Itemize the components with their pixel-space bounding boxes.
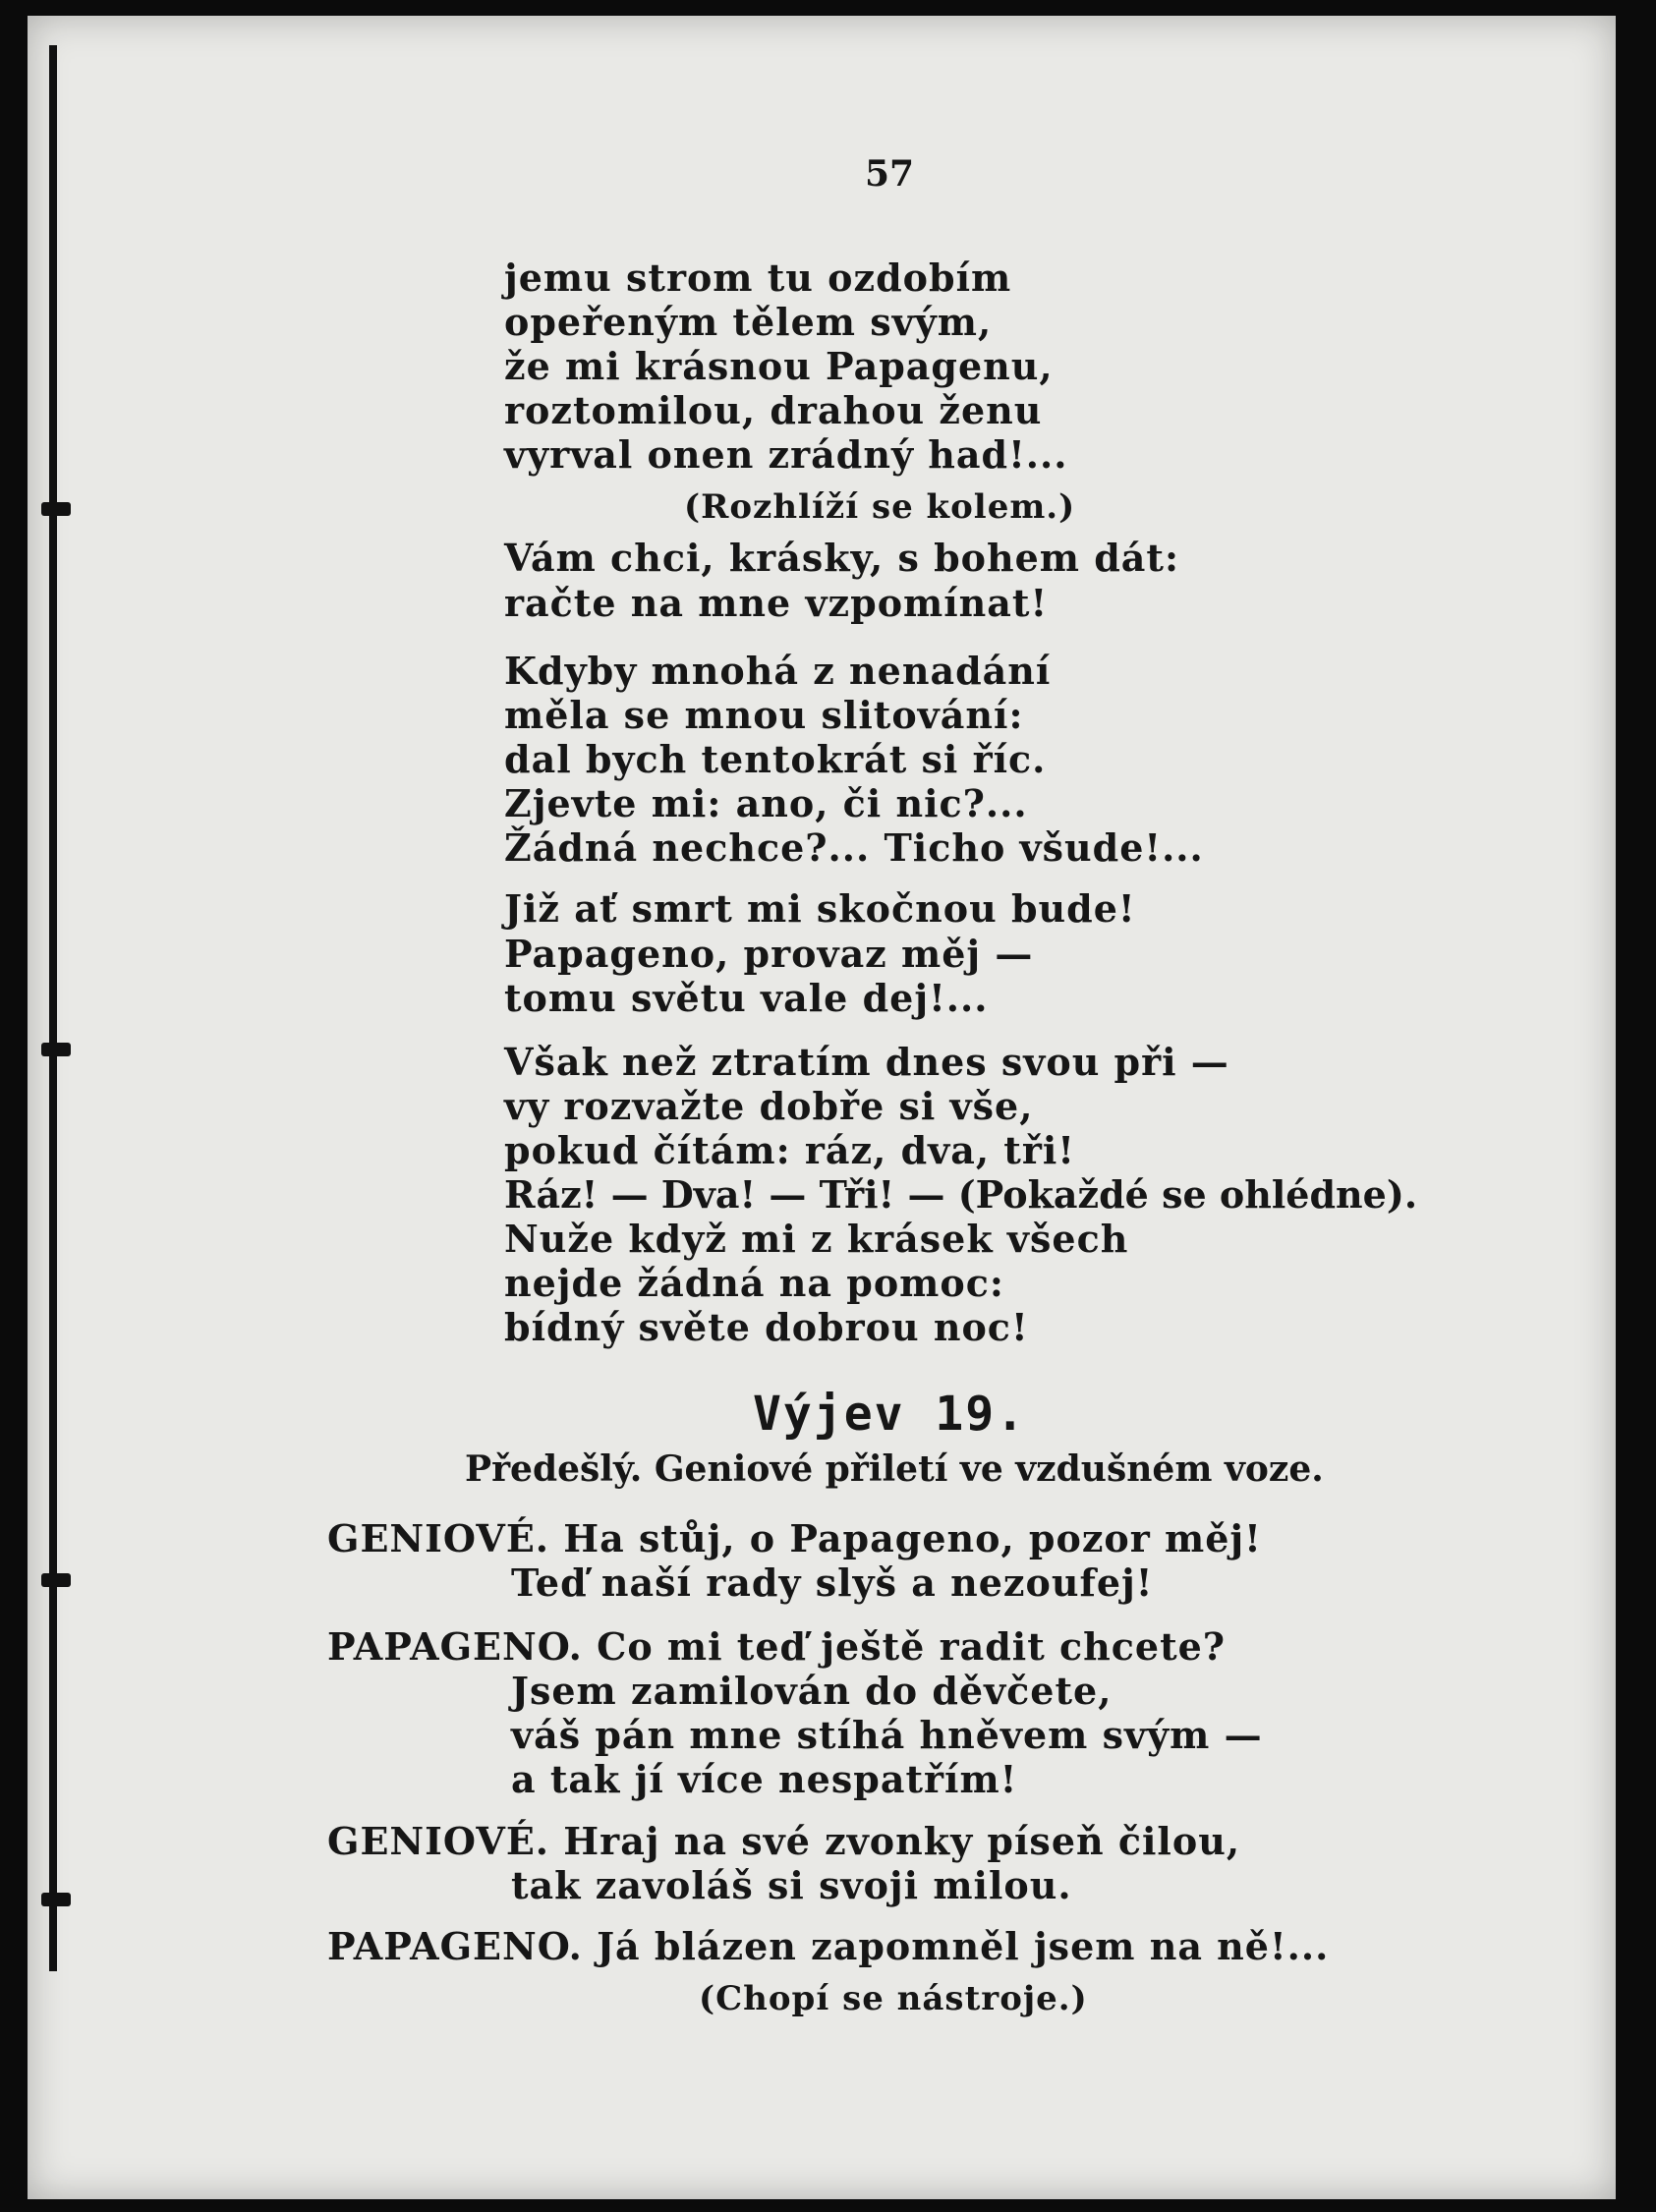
verse-line: měla se mnou slitování:	[504, 693, 1024, 737]
scene-description: Předešlý. Geniové přiletí ve vzdušném voze.	[465, 1448, 1324, 1490]
binding-mark	[41, 502, 71, 516]
verse-line: tomu světu vale dej!...	[504, 976, 989, 1020]
verse-line: Ráz! — Dva! — Tři! — (Pokaždé se ohlédne).	[504, 1172, 1418, 1217]
stage-direction: (Rozhlíží se kolem.)	[684, 487, 1076, 527]
verse-line: vy rozvažte dobře si vše,	[504, 1084, 1034, 1128]
dialogue-line: PAPAGENO. Co mi teď ještě radit chcete?	[327, 1624, 1227, 1669]
verse-line: Žádná nechce?... Ticho všude!...	[504, 825, 1204, 870]
dialogue-line: Jsem zamilován do děvčete,	[511, 1669, 1113, 1713]
verse-line: jemu strom tu ozdobím	[504, 255, 1012, 300]
scene-title: Výjev 19.	[753, 1387, 1027, 1442]
binding-spine	[49, 45, 57, 1971]
verse-line: že mi krásnou Papagenu,	[504, 344, 1054, 388]
book-page	[28, 16, 1616, 2199]
verse-line: Vám chci, krásky, s bohem dát:	[504, 536, 1180, 580]
binding-mark	[41, 1043, 71, 1056]
stage-direction: (Chopí se nástroje.)	[699, 1979, 1088, 2018]
verse-line: roztomilou, drahou ženu	[504, 388, 1043, 432]
dialogue-line: Teď naší rady slyš a nezoufej!	[511, 1560, 1154, 1605]
verse-line: pokud čítám: ráz, dva, tři!	[504, 1128, 1075, 1172]
verse-line: Však než ztratím dnes svou při —	[504, 1040, 1229, 1084]
dialogue-line: a tak jí více nespatřím!	[511, 1757, 1018, 1801]
dialogue-line: tak zavoláš si svoji milou.	[511, 1863, 1072, 1907]
verse-line: bídný světe dobrou noc!	[504, 1305, 1029, 1349]
verse-line: vyrval onen zrádný had!...	[504, 432, 1068, 477]
verse-line: Zjevte mi: ano, či nic?...	[504, 781, 1028, 825]
dialogue-line: váš pán mne stíhá hněvem svým —	[511, 1713, 1263, 1757]
verse-line: dal bych tentokrát si říc.	[504, 737, 1047, 781]
verse-line: Již ať smrt mi skočnou bude!	[504, 886, 1136, 931]
page-number: 57	[865, 153, 915, 195]
verse-line: račte na mne vzpomínat!	[504, 581, 1049, 625]
verse-line: Papageno, provaz měj —	[504, 932, 1034, 976]
binding-mark	[41, 1573, 71, 1587]
verse-line: nejde žádná na pomoc:	[504, 1261, 1004, 1305]
dialogue-line: PAPAGENO. Já blázen zapomněl jsem na ně!...	[327, 1924, 1330, 1968]
verse-line: Kdyby mnohá z nenadání	[504, 649, 1052, 693]
dialogue-line: GENIOVÉ. Hraj na své zvonky píseň čilou,	[327, 1819, 1241, 1863]
dialogue-line: GENIOVÉ. Ha stůj, o Papageno, pozor měj!	[327, 1516, 1262, 1560]
verse-line: Nuže když mi z krásek všech	[504, 1217, 1129, 1261]
binding-mark	[41, 1893, 71, 1906]
verse-line: opeřeným tělem svým,	[504, 300, 993, 344]
